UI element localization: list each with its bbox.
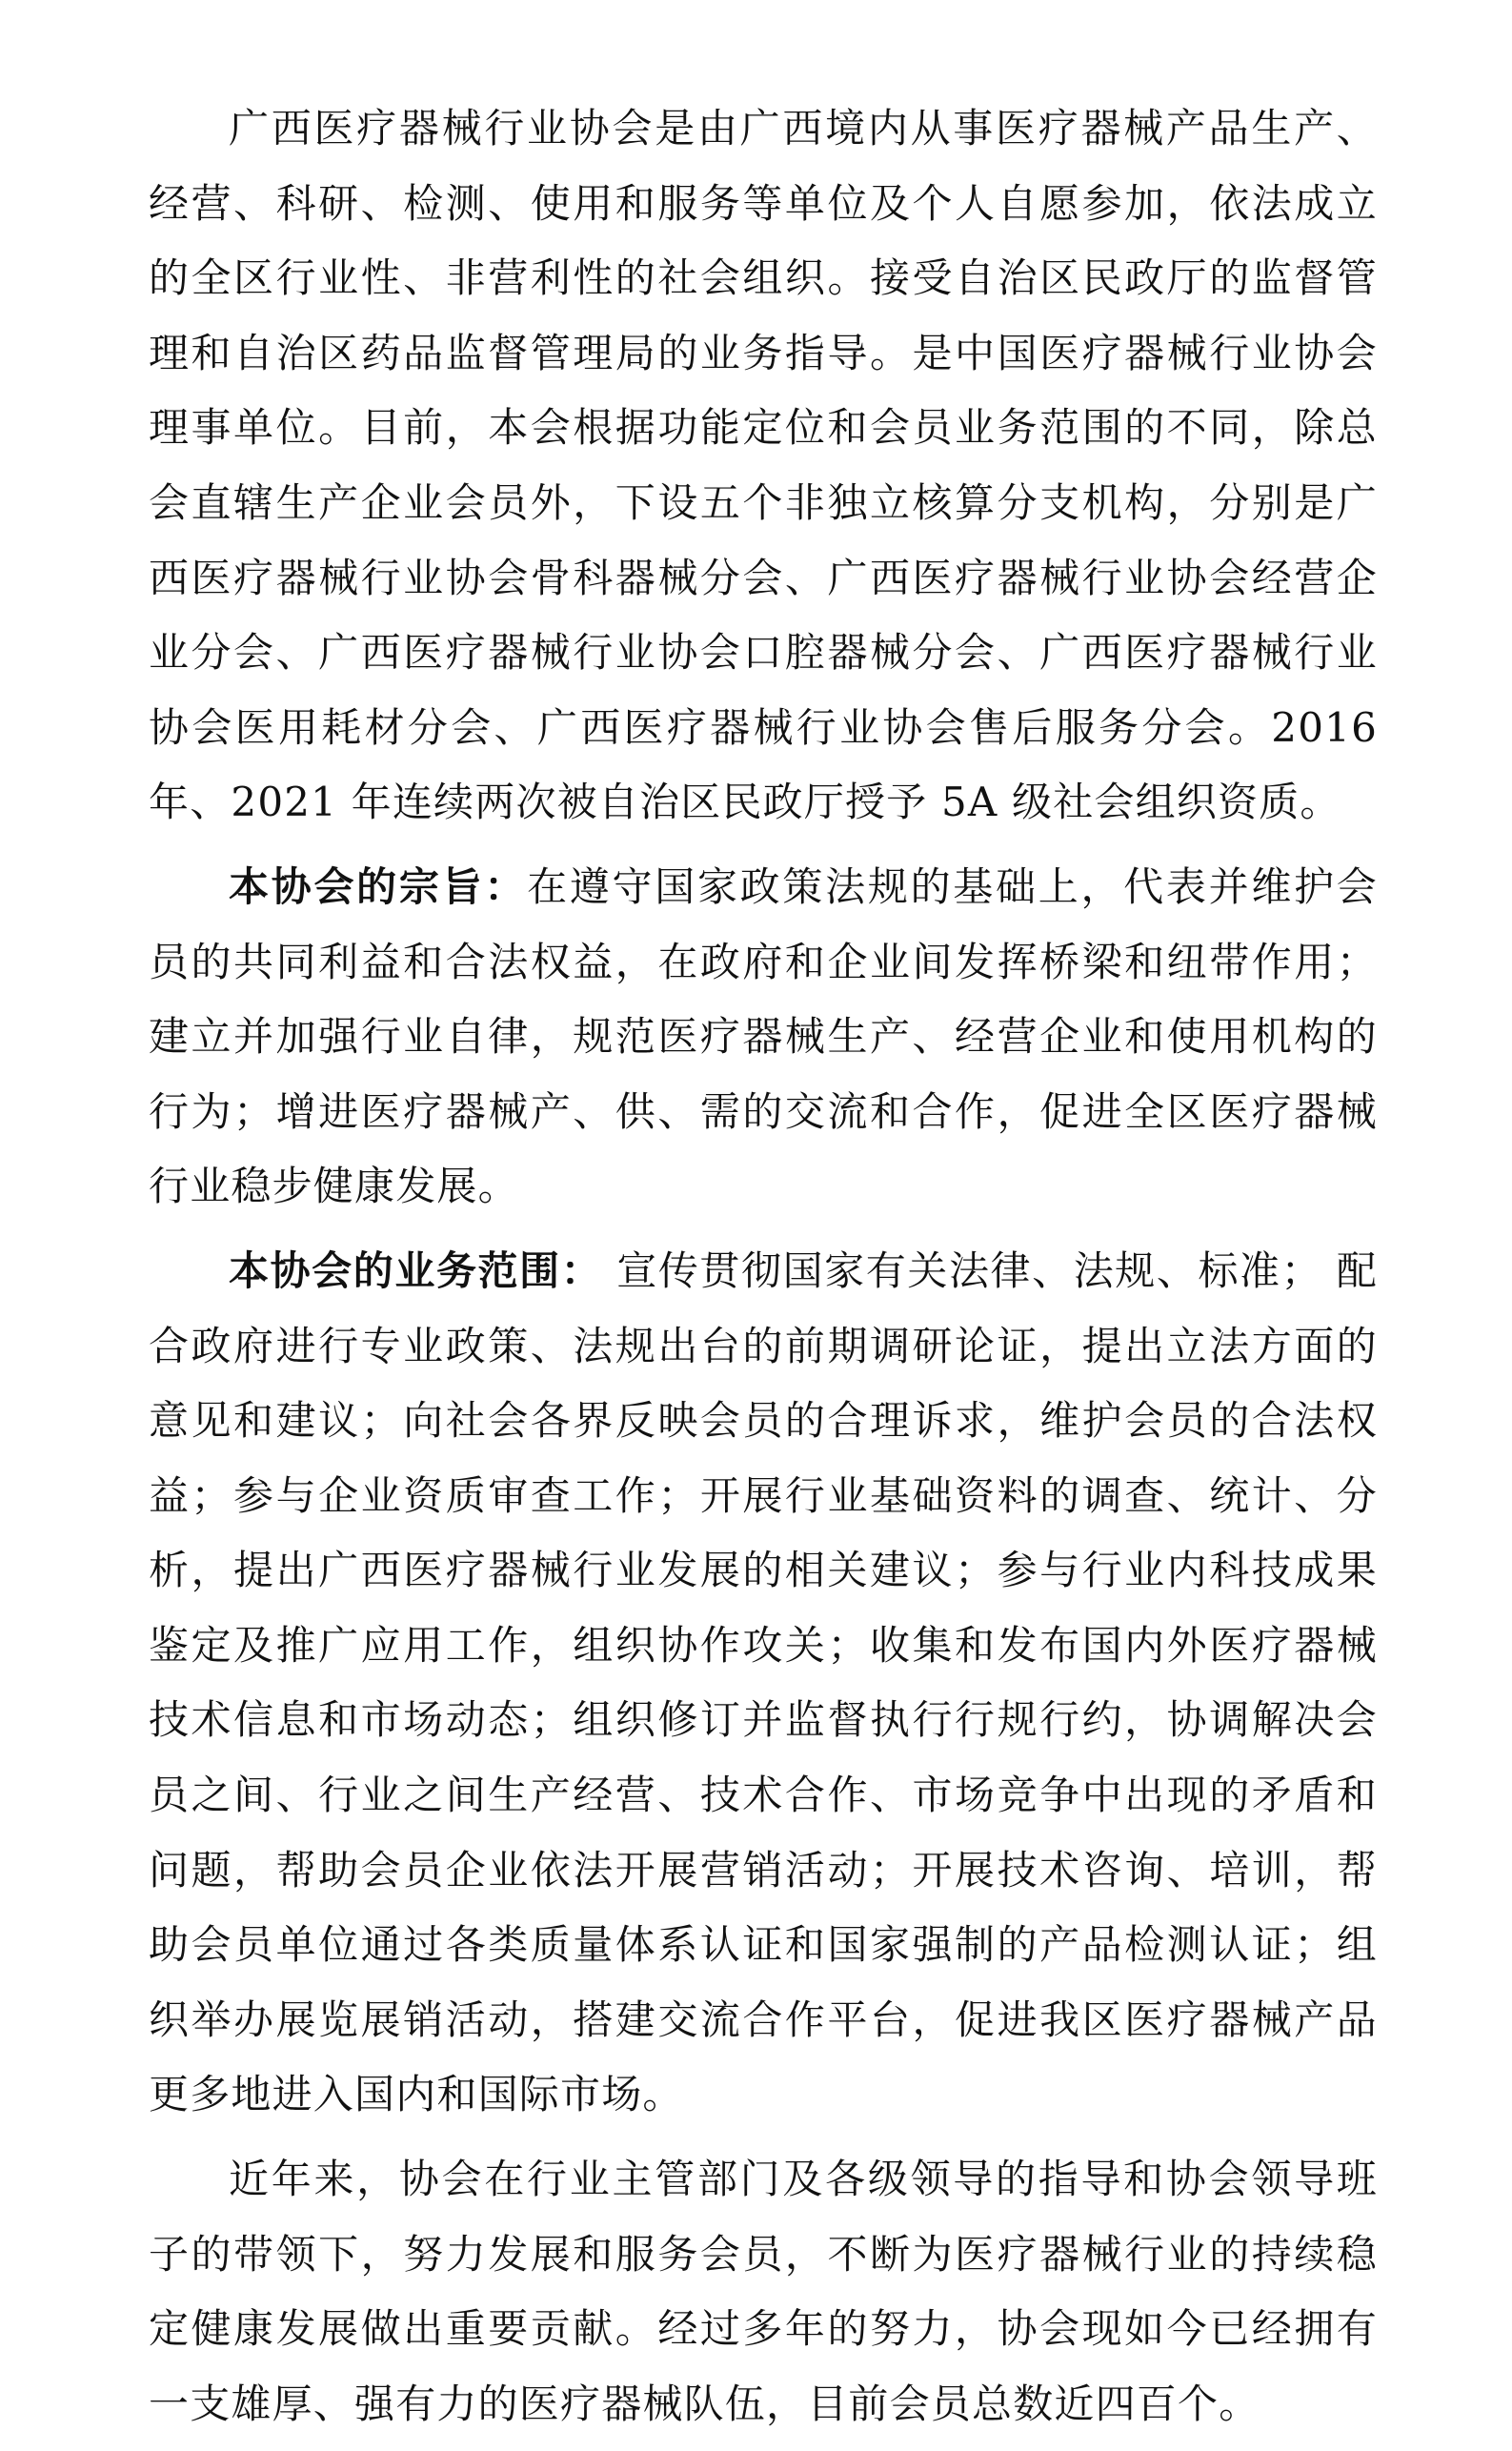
paragraph-intro-text: 广西医疗器械行业协会是由广西境内从事医疗器械产品生产、经营、科研、检测、使用和服务等单位及个人自愿参加，依法成立的全区行业性、非营利性的社会组织。接受自治区民政厅的监督管理和自治区药品监督管理局的业务指导。是中国医疗器械行业协会理事单位。目前，本会根据功能定位和会员业务范围的不同，除总会直辖生产企业会员外，下设五个非独立核算分支机构，分别是广西医疗器械行业协会骨科器械分会、广西医疗器械行业协会经营企业分会、广西医疗器械行业协会口腔器械分会、广西医疗器械行业协会医用耗材分会、广西医疗器械行业协会售后服务分会。2016 年、2021 年连续两次被自治区民政厅授予 5A 级社会组织资质。: [149, 105, 1378, 826]
paragraph-business-scope-lead: 本协会的业务范围：: [229, 1246, 603, 1294]
document-page: [149, 91, 1378, 2451]
paragraph-intro: [149, 91, 1378, 841]
paragraph-purpose: [149, 850, 1378, 1225]
paragraph-business-scope: [149, 1234, 1378, 2133]
paragraph-purpose-lead: 本协会的宗旨：: [229, 862, 528, 910]
paragraph-business-scope-text: 宣传贯彻国家有关法律、法规、标准； 配合政府进行专业政策、法规出台的前期调研论证，提出立法方面的意见和建议；向社会各界反映会员的合理诉求，维护会员的合法权益；参与企业资质审查工作；开展行业基础资料的调查、统计、分析，提出广西医疗器械行业发展的相关建议；参与行业内科技成果鉴定及推广应用工作，组织协作攻关；收集和发布国内外医疗器械技术信息和市场动态；组织修订并监督执行行规行约，协调解决会员之间、行业之间生产经营、技术合作、市场竞争中出现的矛盾和问题，帮助会员企业依法开展营销活动；开展技术咨询、培训，帮助会员单位通过各类质量体系认证和国家强制的产品检测认证；组织举办展览展销活动，搭建交流合作平台，促进我区医疗器械产品更多地进入国内和国际市场。: [149, 1246, 1378, 2118]
paragraph-recent-years-text: 近年来，协会在行业主管部门及各级领导的指导和协会领导班子的带领下，努力发展和服务会员，不断为医疗器械行业的持续稳定健康发展做出重要贡献。经过多年的努力，协会现如今已经拥有一支雄厚、强有力的医疗器械队伍，目前会员总数近四百个。: [149, 2156, 1378, 2427]
paragraph-recent-years: [149, 2142, 1378, 2441]
paragraph-purpose-text: 在遵守国家政策法规的基础上，代表并维护会员的共同利益和合法权益，在政府和企业间发挥桥梁和纽带作用；建立并加强行业自律，规范医疗器械生产、经营企业和使用机构的行为；增进医疗器械产、供、需的交流和合作，促进全区医疗器械行业稳步健康发展。: [149, 862, 1378, 1210]
